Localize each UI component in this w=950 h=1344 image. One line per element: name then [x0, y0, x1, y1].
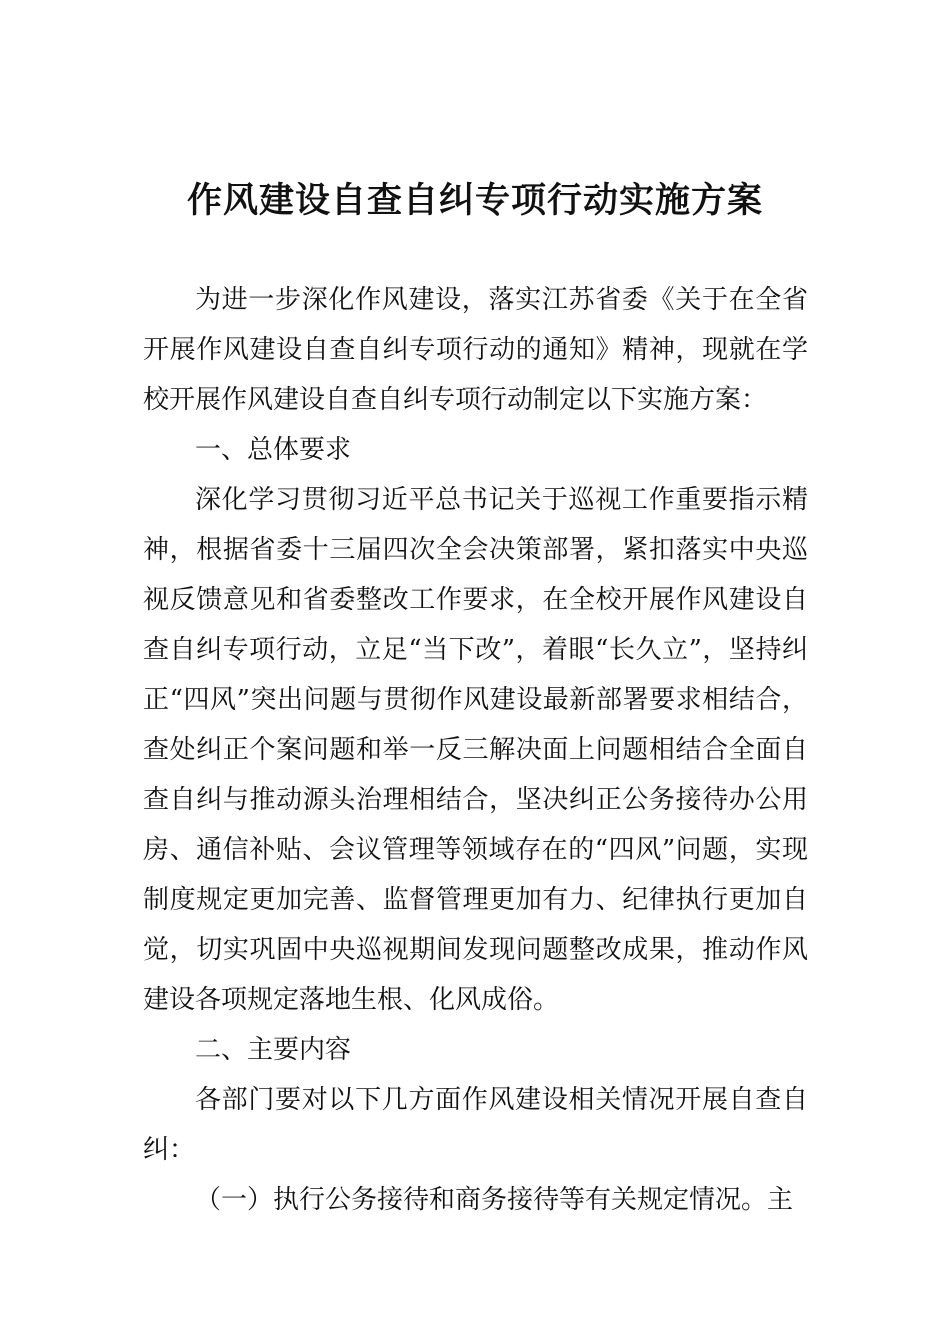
document-title: 作风建设自查自纠专项行动实施方案: [186, 181, 763, 221]
general-requirements-paragraph: 深化学习贯彻习近平总书记关于巡视工作重要指示精神，根据省委十三届四次全会决策部署，紧扣落实中央巡视反馈意见和省委整改工作要求，在全校开展作风建设自查自纠专项行动，立足“当下改”，着眼“长久立”，坚持纠正“四风”突出问题与贯彻作风建设最新部署要求相结合，查处纠正个案问题和举一反三解决面上问题相结合全面自查自纠与推动源头治理相结合，坚决纠正公务接待办公用房、通信补贴、会议管理等领域存在的“四风”问题，实现制度规定更加完善、监督管理更加有力、纪律执行更加自觉，切实巩固中央巡视期间发现问题整改成果，推动作风建设各项规定落地生根、化风成俗。: [143, 485, 808, 1015]
document-body: [143, 275, 808, 1225]
section-heading-general-requirements: 一、总体要求: [195, 435, 352, 465]
section-heading-main-content: 二、主要内容: [195, 1035, 352, 1065]
intro-paragraph: 为进一步深化作风建设，落实江苏省委《关于在全省开展作风建设自查自纠专项行动的通知》精神，现就在学校开展作风建设自查自纠专项行动制定以下实施方案：: [143, 285, 808, 415]
main-content-paragraph: 各部门要对以下几方面作风建设相关情况开展自查自纠：: [143, 1085, 808, 1165]
item-reception-rules-paragraph: （一）执行公务接待和商务接待等有关规定情况。主: [195, 1185, 794, 1215]
